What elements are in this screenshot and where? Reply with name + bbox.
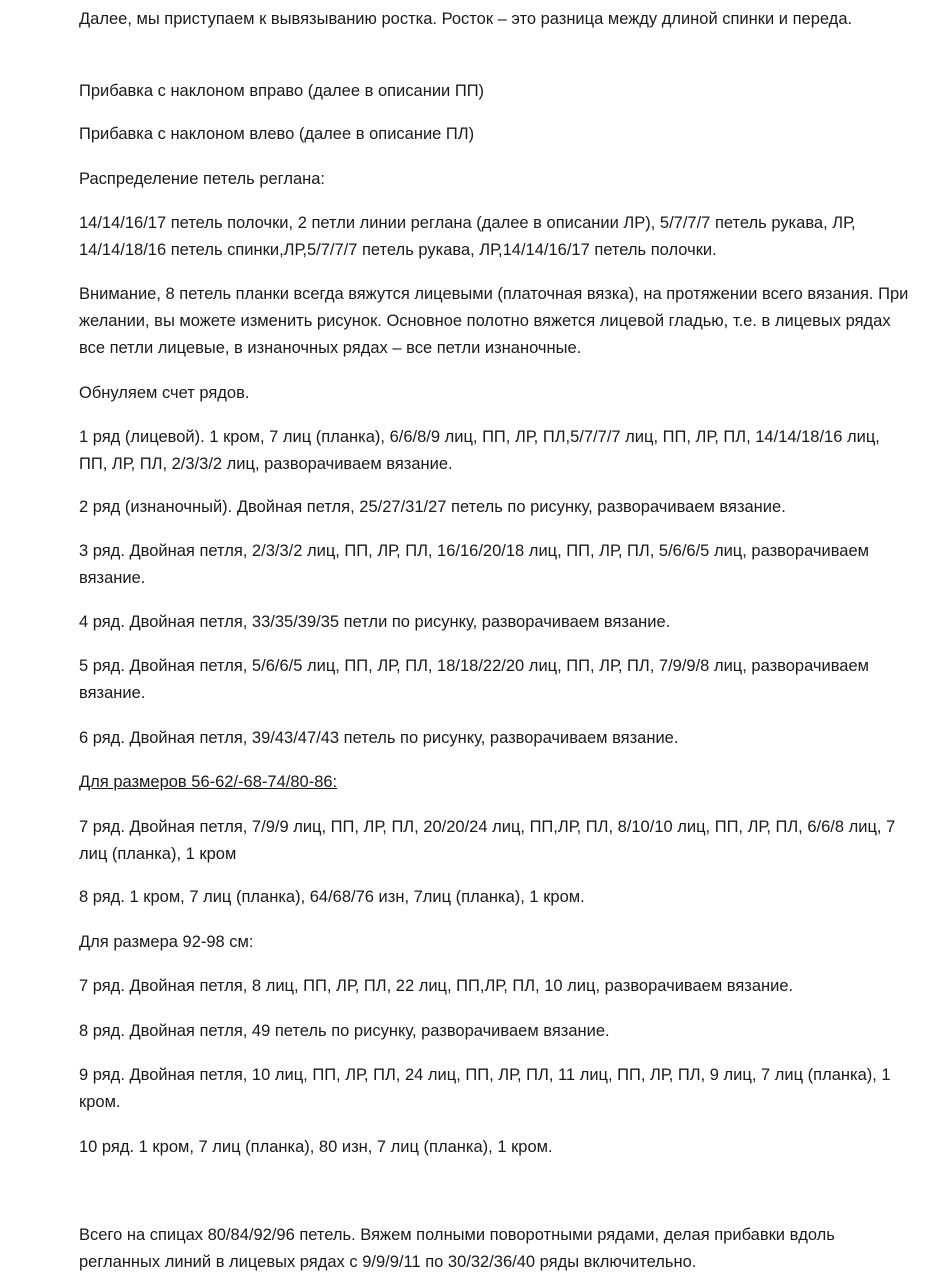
paragraph-row-1: 1 ряд (лицевой). 1 кром, 7 лиц (планка), 6/6/8/9 лиц, ПП, ЛР, ПЛ,5/7/7/7 лиц, ПП, ЛР, ПЛ, 14/14/18/16 лиц, ПП, ЛР, ПЛ, 2/3/3/2 лиц, разворачиваем вязание. [79, 428, 880, 473]
paragraph-sizes-b-row-7: 7 ряд. Двойная петля, 8 лиц, ПП, ЛР, ПЛ, 22 лиц, ПП,ЛР, ПЛ, 10 лиц, разворачиваем вязание. [79, 977, 794, 995]
paragraph-row-4: 4 ряд. Двойная петля, 33/35/39/35 петли по рисунку, разворачиваем вязание. [79, 613, 671, 631]
paragraph-row-6: 6 ряд. Двойная петля, 39/43/47/43 петель по рисунку, разворачиваем вязание. [79, 729, 679, 747]
paragraph-intro: Далее, мы приступаем к вывязыванию ростка. Росток – это разница между длиной спинки и переда. [79, 10, 853, 28]
paragraph-sizes-a-row-7: 7 ряд. Двойная петля, 7/9/9 лиц, ПП, ЛР, ПЛ, 20/20/24 лиц, ПП,ЛР, ПЛ, 8/10/10 лиц, ПП, ЛР, ПЛ, 6/6/8 лиц, 7 лиц (планка), 1 кром [79, 818, 896, 863]
paragraph-sizes-b-row-9: 9 ряд. Двойная петля, 10 лиц, ПП, ЛР, ПЛ, 24 лиц, ПП, ЛР, ПЛ, 11 лиц, ПП, ЛР, ПЛ, 9 лиц, 7 лиц (планка), 1 кром. [79, 1066, 891, 1111]
paragraph-row-3: 3 ряд. Двойная петля, 2/3/3/2 лиц, ПП, ЛР, ПЛ, 16/16/20/18 лиц, ПП, ЛР, ПЛ, 5/6/6/5 лиц, разворачиваем вязание. [79, 542, 869, 587]
paragraph-raglan-distribution: 14/14/16/17 петель полочки, 2 петли линии реглана (далее в описании ЛР), 5/7/7/7 петель рукава, ЛР, 14/14/18/16 петель спинки,ЛР,5/7/7/7 петель рукава, ЛР,14/14/16/17 петель полочки. [79, 214, 856, 259]
heading-sizes-56-86: Для размеров 56-62/-68-74/80-86: [79, 773, 338, 791]
paragraph-reset-rows: Обнуляем счет рядов. [79, 384, 250, 402]
heading-size-92-98: Для размера 92-98 см: [79, 933, 254, 951]
paragraph-increase-left: Прибавка с наклоном влево (далее в описание ПЛ) [79, 125, 475, 143]
paragraph-increase-right: Прибавка с наклоном вправо (далее в описании ПП) [79, 82, 485, 100]
paragraph-sizes-b-row-10: 10 ряд. 1 кром, 7 лиц (планка), 80 изн, 7 лиц (планка), 1 кром. [79, 1138, 553, 1156]
paragraph-row-2: 2 ряд (изнаночный). Двойная петля, 25/27/31/27 петель по рисунку, разворачиваем вязание. [79, 498, 786, 516]
paragraph-sizes-b-row-8: 8 ряд. Двойная петля, 49 петель по рисунку, разворачиваем вязание. [79, 1022, 610, 1040]
paragraph-attention: Внимание, 8 петель планки всегда вяжутся лицевыми (платочная вязка), на протяжении всего вязания. При желании, вы можете изменить рисунок. Основное полотно вяжется лицевой гладью, т.е. в лицевых рядах все петли лицевые, в изнаночных рядах – все петли изнаночные. [79, 285, 909, 357]
paragraph-sizes-a-row-8: 8 ряд. 1 кром, 7 лиц (планка), 64/68/76 изн, 7лиц (планка), 1 кром. [79, 888, 585, 906]
paragraph-total-stitches: Всего на спицах 80/84/92/96 петель. Вяжем полными поворотными рядами, делая прибавки вдоль регланных линий в лицевых рядах с 9/9/9/11 по 30/32/36/40 ряды включительно. [79, 1226, 835, 1271]
paragraph-row-5: 5 ряд. Двойная петля, 5/6/6/5 лиц, ПП, ЛР, ПЛ, 18/18/22/20 лиц, ПП, ЛР, ПЛ, 7/9/9/8 лиц, разворачиваем вязание. [79, 657, 869, 702]
paragraph-raglan-title: Распределение петель реглана: [79, 170, 326, 188]
